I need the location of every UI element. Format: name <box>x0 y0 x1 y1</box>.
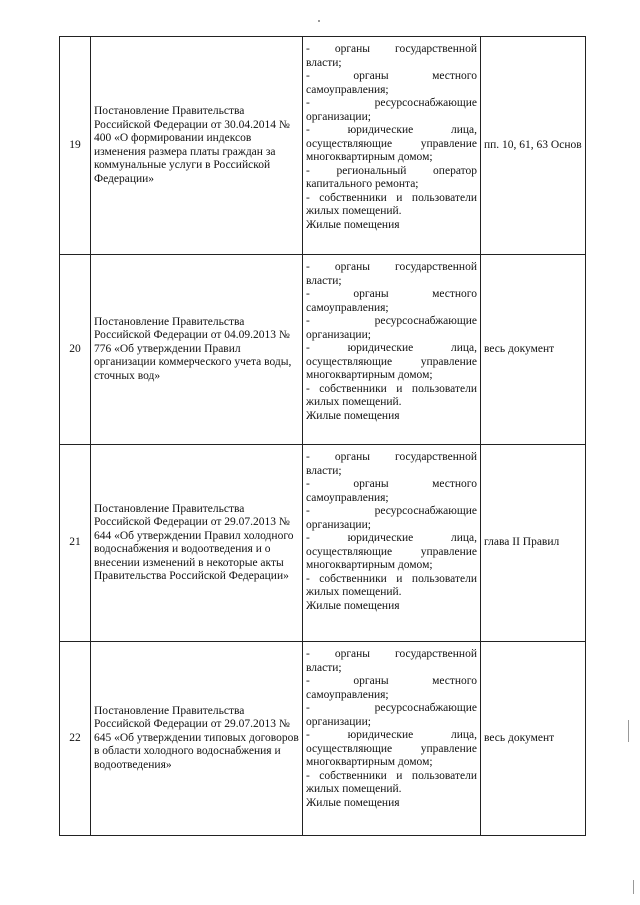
subjects-cell <box>303 642 481 836</box>
document-title: Постановление Правительства Российской Федерации от 29.07.2013 № 645 «Об утверждении типовых договоров в области холодного водоснабжения и водоотведения» <box>91 642 303 836</box>
subject-line: осуществляющие управление <box>306 355 477 368</box>
subject-line: Жилые помещения <box>306 409 400 422</box>
subject-line: организации; <box>306 328 371 341</box>
subject-line: - юридические лица, <box>306 124 477 136</box>
subject-line: - собственники и пользователи <box>306 191 477 204</box>
subject-line: - региональный оператор <box>306 164 477 177</box>
structural-unit: пп. 10, 61, 63 Основ <box>481 37 586 255</box>
subject-line: - собственники и пользователи <box>306 572 477 585</box>
subject-line: жилых помещений. <box>306 586 402 598</box>
subject-line: власти; <box>306 661 342 674</box>
subject-line: власти; <box>306 464 342 477</box>
row-number: 20 <box>60 255 91 445</box>
subject-line: организации; <box>306 715 371 728</box>
subject-line: самоуправления; <box>306 491 389 504</box>
subject-line: - органы местного <box>306 478 477 490</box>
subjects-cell <box>303 255 481 445</box>
subject-line: - юридические лица, <box>306 532 477 544</box>
row-number: 21 <box>60 445 91 642</box>
scan-artifact <box>318 20 320 22</box>
document-title: Постановление Правительства Российской Федерации от 29.07.2013 № 644 «Об утверждении Правил холодного водоснабжения и водоотведения и о внесении изменений в некоторые акты Правительства Российской Федерации» <box>91 445 303 642</box>
document-title: Постановление Правительства Российской Федерации от 04.09.2013 № 776 «Об утверждении Правил организации коммерческого учета воды, сточных вод» <box>91 255 303 445</box>
subject-line: жилых помещений. <box>306 783 402 795</box>
row-number: 22 <box>60 642 91 836</box>
scan-artifact <box>628 720 629 742</box>
subject-line: - ресурсоснабжающие <box>306 315 477 327</box>
subject-line: Жилые помещения <box>306 218 400 231</box>
table-row <box>60 37 586 255</box>
subject-line: - органы местного <box>306 675 477 687</box>
subject-line: - органы местного <box>306 70 477 82</box>
subject-line: - органы государственной <box>306 451 477 463</box>
subject-line: власти; <box>306 274 342 287</box>
subject-line: самоуправления; <box>306 688 389 701</box>
subject-line: осуществляющие управление <box>306 742 477 755</box>
subject-line: Жилые помещения <box>306 796 400 809</box>
table-row <box>60 445 586 642</box>
table-row <box>60 642 586 836</box>
subject-line: - собственники и пользователи <box>306 382 477 395</box>
structural-unit: весь документ <box>481 255 586 445</box>
subject-line: - юридические лица, <box>306 729 477 741</box>
subjects-cell <box>303 37 481 255</box>
subject-line: - ресурсоснабжающие <box>306 702 477 714</box>
structural-unit: весь документ <box>481 642 586 836</box>
subject-line: - юридические лица, <box>306 342 477 354</box>
regulations-table <box>59 36 586 836</box>
subject-line: жилых помещений. <box>306 396 402 408</box>
subject-line: многоквартирным домом; <box>306 559 433 571</box>
subject-line: власти; <box>306 56 342 69</box>
subject-line: Жилые помещения <box>306 599 400 612</box>
subject-line: многоквартирным домом; <box>306 151 433 163</box>
subject-line: - органы государственной <box>306 43 477 55</box>
row-number: 19 <box>60 37 91 255</box>
table-row <box>60 255 586 445</box>
subjects-cell <box>303 445 481 642</box>
subject-line: капитального ремонта; <box>306 178 419 190</box>
document-title: Постановление Правительства Российской Федерации от 30.04.2014 № 400 «О формировании индексов изменения размера платы граждан за коммунальные услуги в Российской Федерации» <box>91 37 303 255</box>
subject-line: самоуправления; <box>306 301 389 314</box>
subject-line: многоквартирным домом; <box>306 756 433 768</box>
subject-line: - ресурсоснабжающие <box>306 97 477 109</box>
scan-artifact <box>633 880 634 894</box>
subject-line: жилых помещений. <box>306 205 402 217</box>
subject-line: - органы государственной <box>306 648 477 660</box>
subject-line: - органы государственной <box>306 261 477 273</box>
subject-line: - органы местного <box>306 288 477 300</box>
structural-unit: глава II Правил <box>481 445 586 642</box>
subject-line: осуществляющие управление <box>306 545 477 558</box>
subject-line: - ресурсоснабжающие <box>306 505 477 517</box>
subject-line: организации; <box>306 110 371 123</box>
subject-line: многоквартирным домом; <box>306 369 433 381</box>
subject-line: осуществляющие управление <box>306 137 477 150</box>
subject-line: самоуправления; <box>306 83 389 96</box>
subject-line: организации; <box>306 518 371 531</box>
subject-line: - собственники и пользователи <box>306 769 477 782</box>
